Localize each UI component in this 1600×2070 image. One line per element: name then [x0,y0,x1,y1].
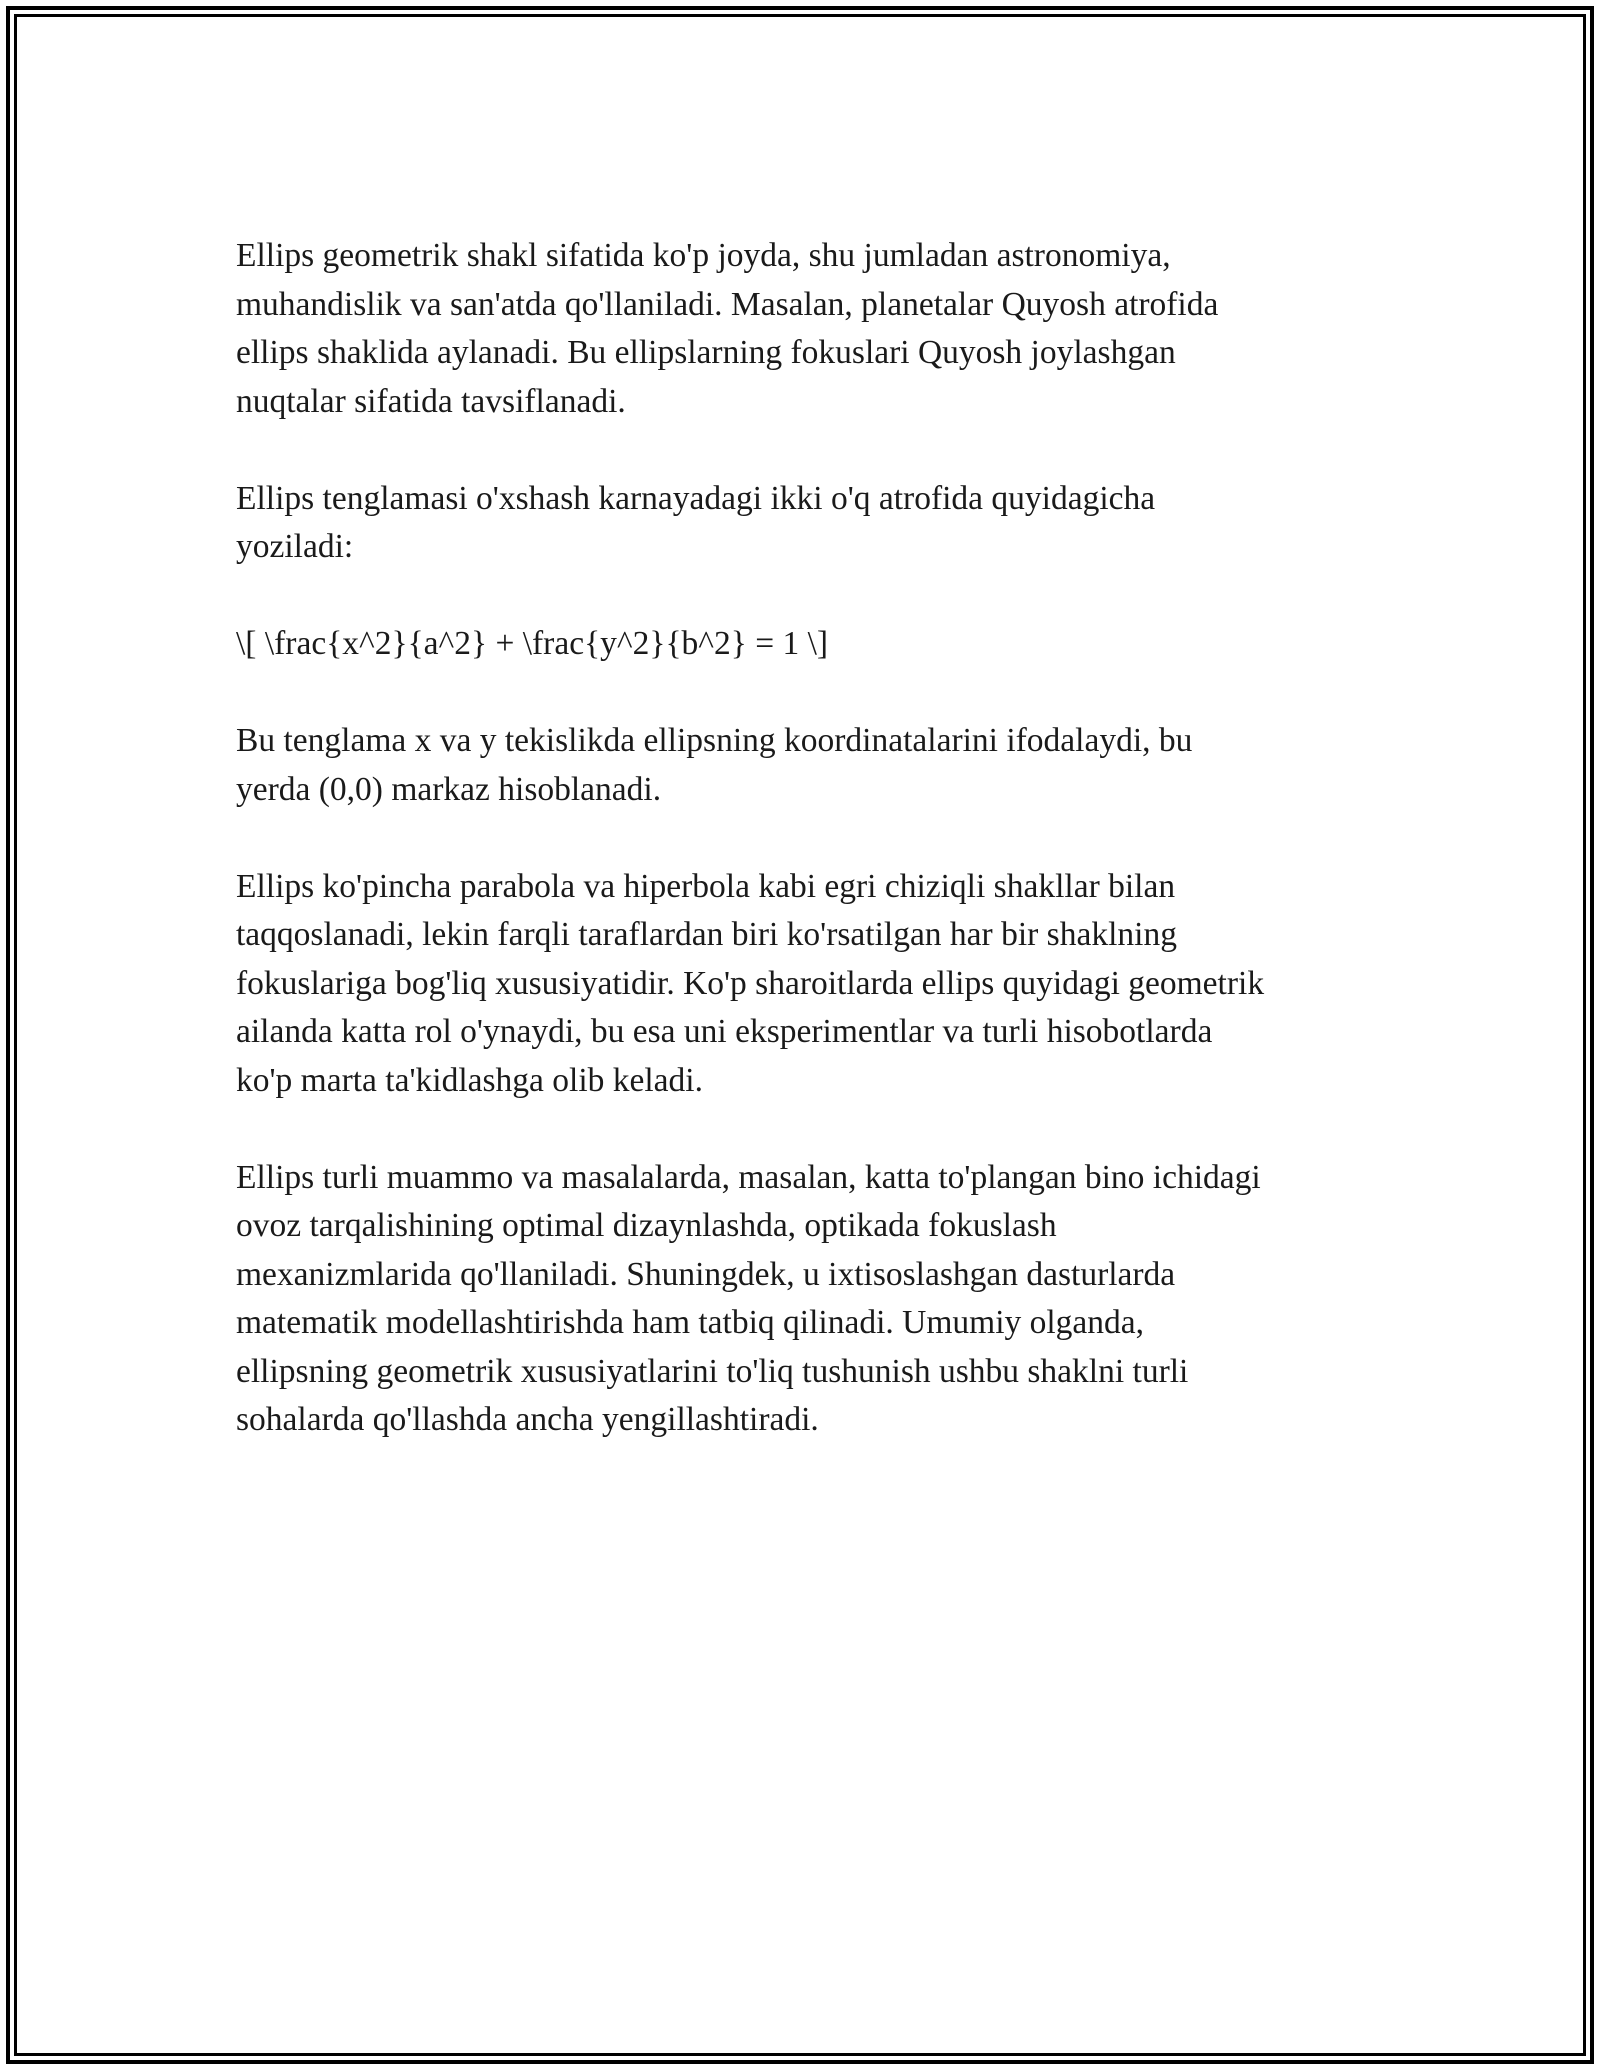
document-body [236,232,1386,1493]
paragraph-comparison: Ellips ko'pincha parabola va hiperbola kabi egri chiziqli shakllar bilan taqqoslanadi, lekin farqli taraflardan biri ko'rsatilgan har bir shaklning fokuslariga bog'liq xususiyatidir. Ko'p sharoitlarda ellips quyidagi geometrik ailanda katta rol o'ynaydi, bu esa uni eksperimentlar va turli hisobotlarda ko'p marta ta'kidlashga olib keladi. [236,867,1265,1099]
paragraph-applications: Ellips turli muammo va masalalarda, masalan, katta to'plangan bino ichidagi ovoz tarqalishining optimal dizaynlashda, optikada fokuslash mexanizmlarida qo'llaniladi. Shuningdek, u ixtisoslashgan dasturlarda matematik modellashtirishda ham tatbiq qilinadi. Umumiy olganda, ellipsning geometrik xususiyatlarini to'liq tushunish ushbu shaklni turli sohalarda qo'llashda ancha yengillashtiradi. [236,1158,1261,1438]
equation-latex: \[ \frac{x^2}{a^2} + \frac{y^2}{b^2} = 1 \] [236,625,829,662]
paragraph-equation-intro: Ellips tenglamasi o'xshash karnayadagi ikki o'q atrofida quyidagicha yoziladi: [236,479,1156,565]
paragraph-intro: Ellips geometrik shakl sifatida ko'p joyda, shu jumladan astronomiya, muhandislik va san'atda qo'llaniladi. Masalan, planetalar Quyosh atrofida ellips shaklida aylanadi. Bu ellipslarning fokuslari Quyosh joylashgan nuqtalar sifatida tavsiflanadi. [236,237,1219,420]
paragraph-equation-explanation: Bu tenglama x va y tekislikda ellipsning koordinatalarini ifodalaydi, bu yerda (0,0) markaz hisoblanadi. [236,722,1193,808]
